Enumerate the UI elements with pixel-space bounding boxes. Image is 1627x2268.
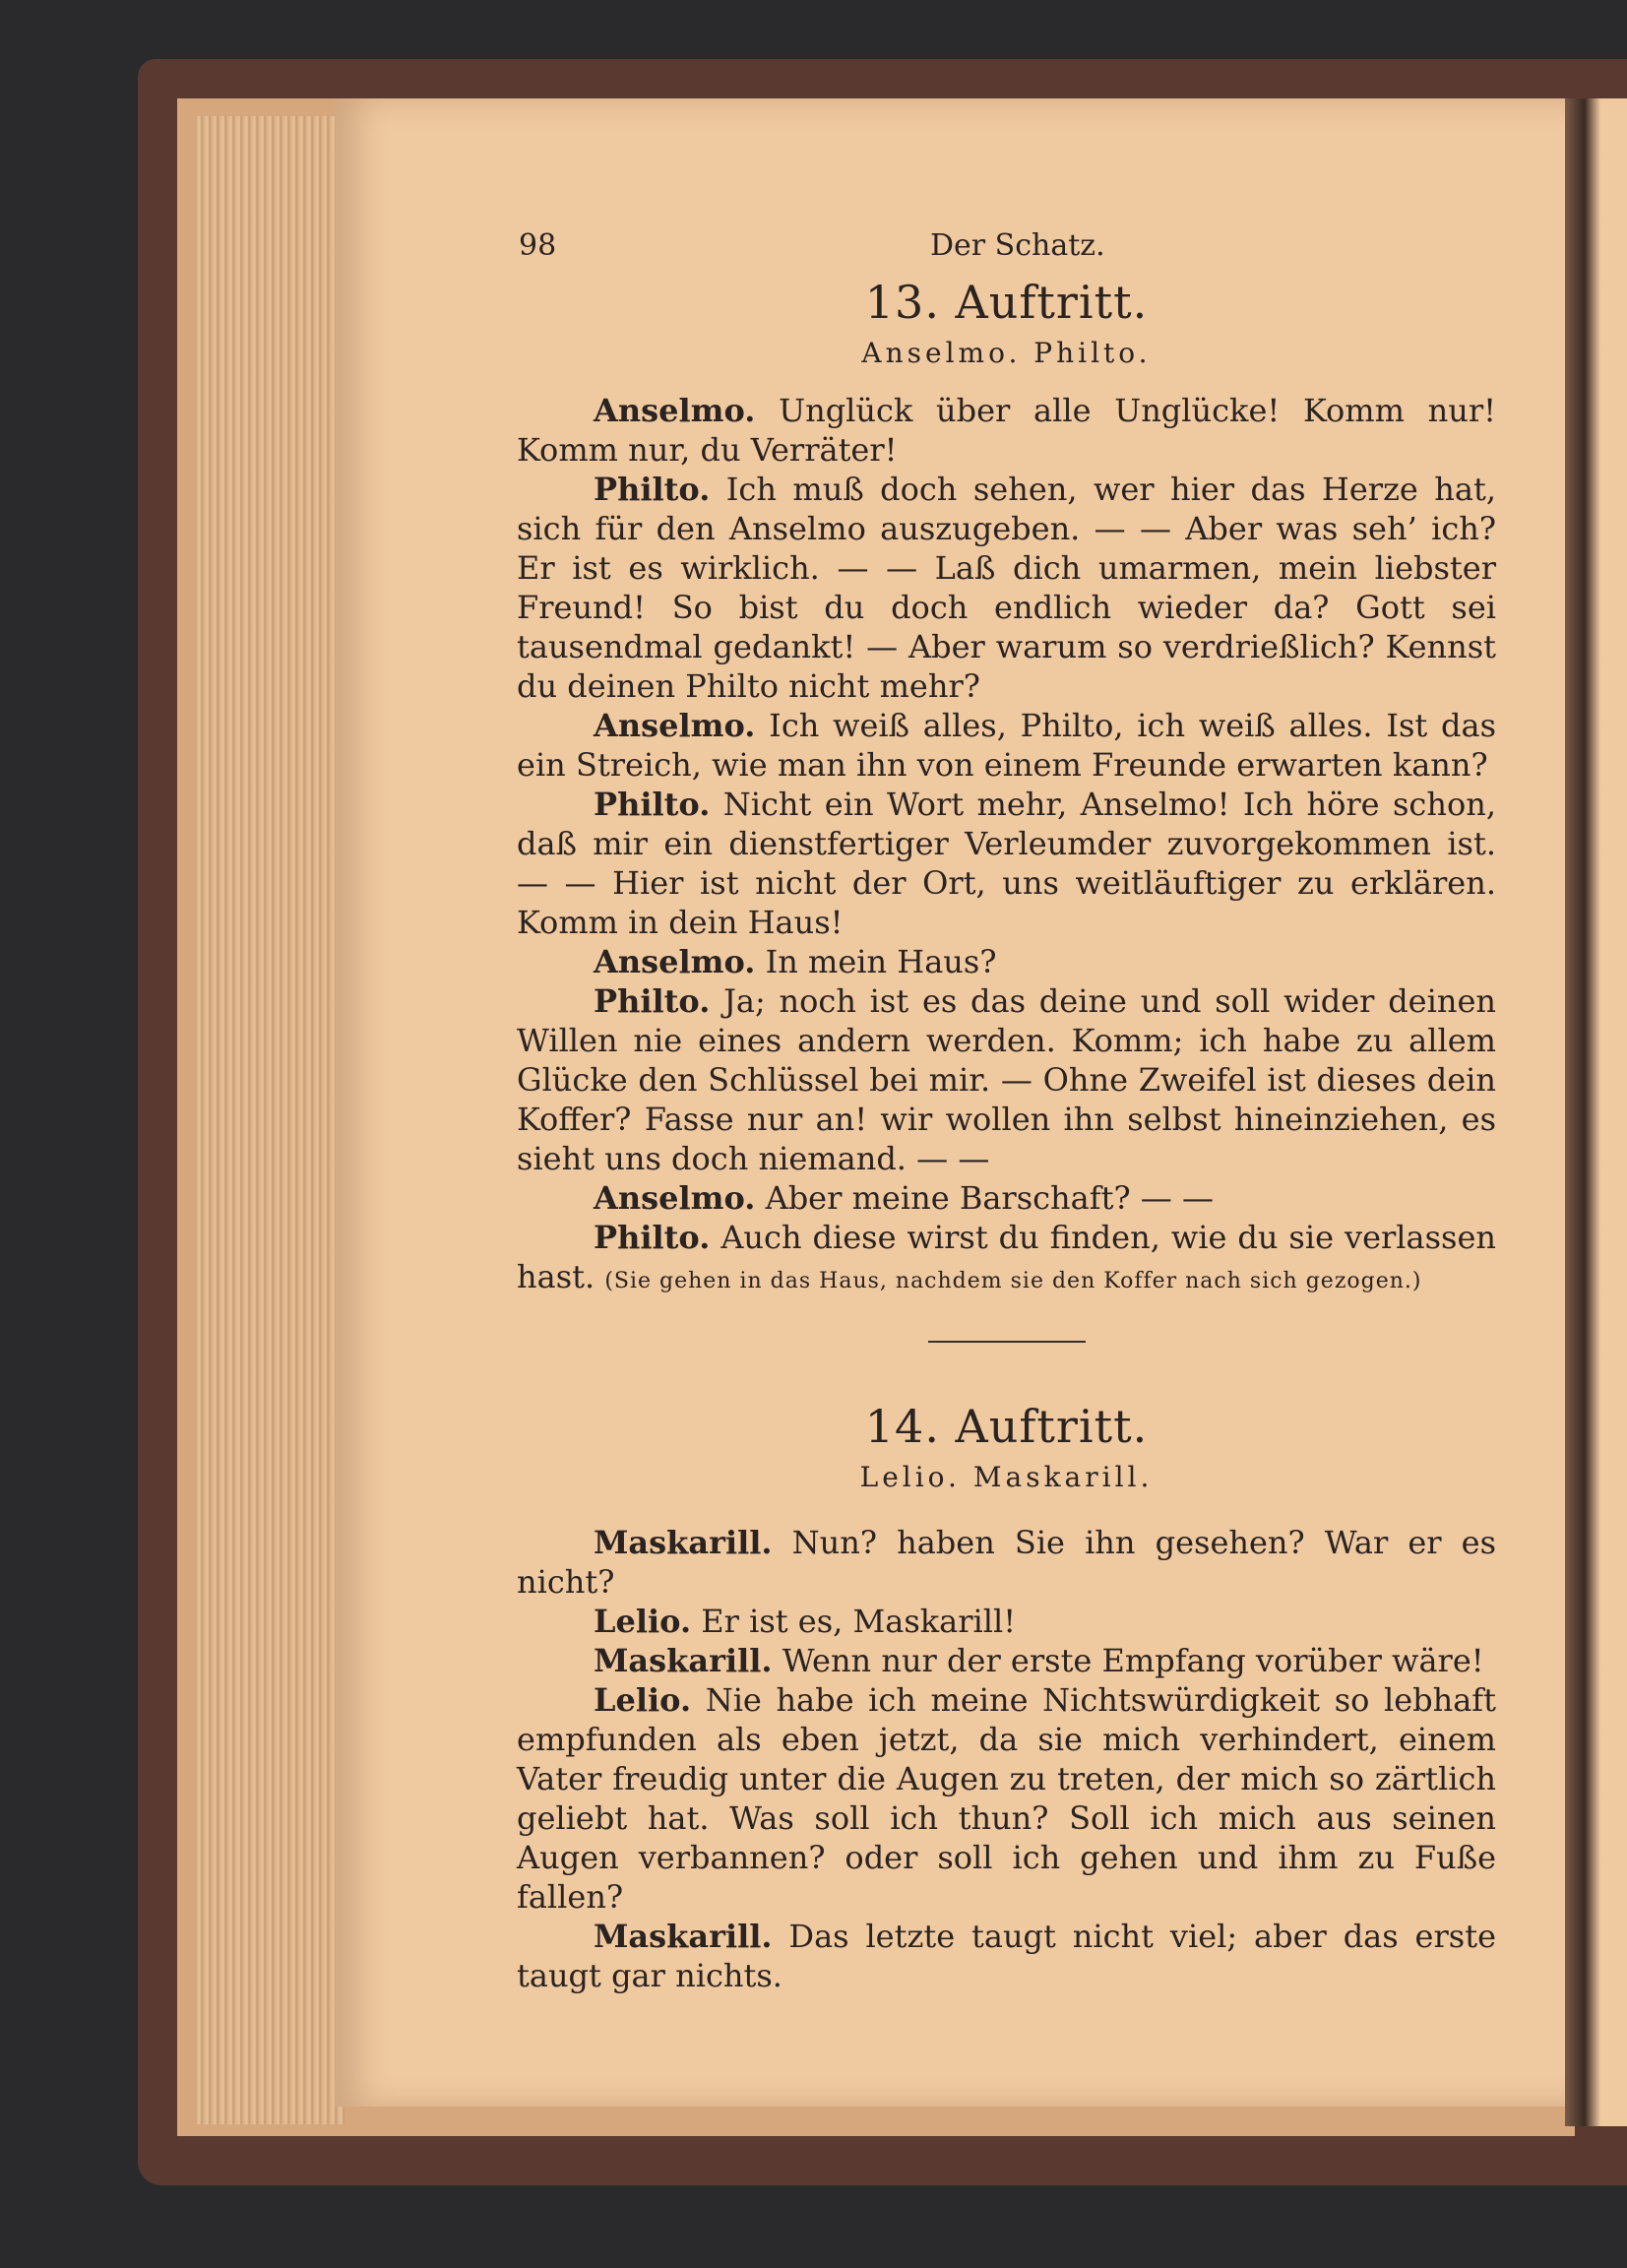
speech xyxy=(517,1523,1496,1602)
scene-divider xyxy=(928,1341,1086,1343)
speech-text: In mein Haus? xyxy=(765,943,997,980)
speaker-name: Maskarill. xyxy=(594,1524,773,1561)
book-gutter xyxy=(1565,98,1627,2126)
running-head xyxy=(517,217,1496,276)
cast-list: Anselmo. Philto. xyxy=(861,337,1152,369)
speaker-name: Philto. xyxy=(594,786,711,823)
speech-text: Ich weiß alles, Philto, ich weiß alles. Ist das ein Streich, wie man ihn von einem Freunde erwarten kann? xyxy=(517,707,1497,784)
scene-13 xyxy=(517,276,1496,1301)
speech-text: Auch diese wirst du finden, wie du sie verlassen hast. xyxy=(517,1219,1497,1295)
speech-text: Ich muß doch sehen, wer hier das Herze hat, sich für den Anselmo auszugeben. — — Aber was seh’ ich? Er ist es wirklich. — — Laß dich umarmen, mein liebster Freund! So bist du doch endlich wieder da? Gott sei tausendmal gedankt! — Aber warum so verdrießlich? Kennst du deinen Philto nicht mehr? xyxy=(517,471,1497,705)
speaker-name: Lelio. xyxy=(594,1681,692,1719)
scene-heading: 14. Auftritt. xyxy=(864,1400,1149,1453)
speech xyxy=(517,1641,1496,1680)
speech-text: Aber meine Barschaft? — — xyxy=(765,1179,1214,1217)
speaker-name: Anselmo. xyxy=(594,707,756,744)
speech xyxy=(517,391,1496,470)
speaker-name: Anselmo. xyxy=(594,943,756,980)
speaker-name: Anselmo. xyxy=(594,1179,756,1217)
speech xyxy=(517,706,1496,785)
cast-list: Lelio. Maskarill. xyxy=(859,1461,1154,1493)
speech xyxy=(517,1917,1496,1995)
scene-14 xyxy=(517,1400,1496,1995)
speech xyxy=(517,981,1496,1178)
speaker-name: Philto. xyxy=(594,982,711,1020)
speech-text: Das letzte taugt nicht viel; aber das erste taugt gar nichts. xyxy=(517,1918,1497,1994)
speech-text: Nun? haben Sie ihn gesehen? War er es nicht? xyxy=(517,1524,1497,1601)
speaker-name: Maskarill. xyxy=(594,1642,773,1679)
speech xyxy=(517,785,1496,942)
speaker-name: Maskarill. xyxy=(594,1918,773,1955)
speech xyxy=(517,942,1496,981)
speech-text: Unglück über alle Unglücke! Komm nur! Komm nur, du Verräter! xyxy=(517,392,1497,469)
scene-heading: 13. Auftritt. xyxy=(864,276,1149,329)
speech xyxy=(517,1178,1496,1218)
speech xyxy=(517,1218,1496,1301)
stage-direction: (Sie gehen in das Haus, nachdem sie den Koffer nach sich gezogen.) xyxy=(604,1269,1422,1293)
speech xyxy=(517,470,1496,706)
speaker-name: Lelio. xyxy=(594,1603,692,1640)
speech xyxy=(517,1602,1496,1641)
page-content xyxy=(517,217,1496,1995)
speech-text: Wenn nur der erste Empfang vorüber wäre! xyxy=(782,1642,1484,1679)
speech-text: Ja; noch ist es das deine und soll wider deinen Willen nie eines andern werden. Komm; ich habe zu allem Glücke den Schlüssel bei mir. — Ohne Zweifel ist dieses dein Koffer? Fasse nur an! wir wollen ihn selbst hineinziehen, es sieht uns doch niemand. — — xyxy=(517,982,1497,1177)
running-title: Der Schatz. xyxy=(930,228,1105,263)
speech-text: Nie habe ich meine Nichtswürdigkeit so lebhaft empfunden als eben jetzt, da sie mich verhindert, einem Vater freudig unter die Augen zu treten, der mich so zärtlich geliebt hat. Was soll ich thun? Soll ich mich aus seinen Augen verbannen? oder soll ich gehen und ihm zu Fuße fallen? xyxy=(517,1681,1497,1916)
speech-text: Nicht ein Wort mehr, Anselmo! Ich höre schon, daß mir ein dienstfertiger Verleumder zuvorgekommen ist. — — Hier ist nicht der Ort, uns weitläuftiger zu erklären. Komm in dein Haus! xyxy=(517,786,1497,941)
page-edges xyxy=(197,116,344,2124)
page-number: 98 xyxy=(519,228,557,263)
speech-text: Er ist es, Maskarill! xyxy=(701,1603,1017,1640)
speaker-name: Philto. xyxy=(594,471,711,508)
speaker-name: Anselmo. xyxy=(594,392,756,429)
speech xyxy=(517,1680,1496,1917)
speaker-name: Philto. xyxy=(594,1219,711,1256)
